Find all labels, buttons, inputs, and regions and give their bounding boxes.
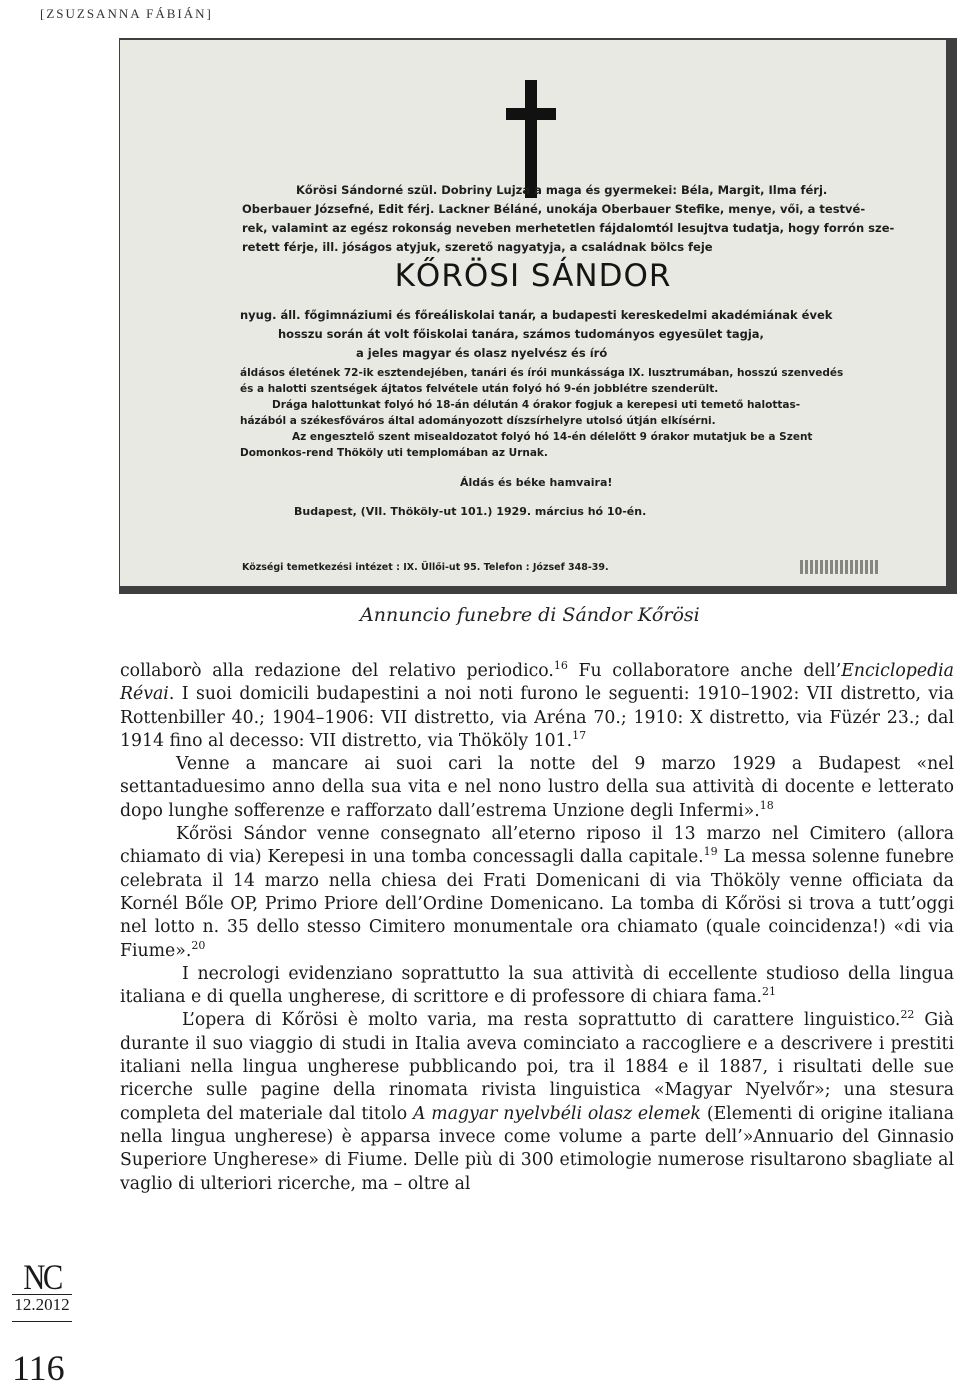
figure-caption: Annuncio funebre di Sándor Kőrösi (360, 604, 700, 626)
footnote-ref: 17 (572, 728, 587, 742)
notice-line: hosszu során át volt főiskolai tanára, számos tudományos egyesület tagja, (278, 327, 764, 341)
notice-line: házából a székesfőváros által adományozott díszsírhelyre utolsó útján elkísérni. (240, 415, 716, 427)
paragraph: Kőrösi Sándor venne consegnato all’eterno riposo il 13 marzo nel Cimitero (allora chiamato di via) Kerepesi in una tomba concessagli dalla capitale.$^{19}$ La messa solenne funebre celebrata il 14 marzo nella chiesa dei Frati Domenicani di via Thököly venne officiata da Kornél Bőle OP, Primo Priore dell’Ordine Domenicano. La tomba di Kőrösi si trova a tutt’oggi nel lotto n. 35 dello stesso Cimitero monumentale ora chiamato (quale coincidenza!) «di via Fiume».$^{20}$ (120, 824, 954, 961)
footnote-ref: 16 (553, 659, 568, 672)
page-number: 116 (12, 1348, 65, 1388)
deceased-name: KŐRÖSI SÁNDOR (394, 258, 672, 294)
blessing: Áldás és béke hamvaira! (460, 476, 613, 489)
notice-line: és a halotti szentségek ájtatos felvétele után folyó hó 9-én jobblétre szenderült. (240, 383, 719, 395)
notice-line: Oberbauer Józsefné, Edit férj. Lackner Béláné, unokája Oberbauer Stefike, menye, vői, a testvé- (242, 202, 866, 216)
printer-mark (800, 560, 880, 574)
body-text (120, 660, 954, 1196)
cross-icon (506, 80, 556, 198)
footnote-ref: 22 (900, 1008, 915, 1022)
paragraph: Venne a mancare ai suoi cari la notte del 9 marzo 1929 a Budapest «nel settantaduesimo anno della sua vita e nel nono lustro della sua attività di docente e letterato dopo lunghe sofferenze e rafforzato dall’estrema Unzione degli Infermi».$^{18}$ (120, 754, 954, 821)
notice-line: Domonkos-rend Thököly uti templomában az Urnak. (240, 447, 548, 459)
funeral-notice (120, 40, 946, 586)
notice-line: retett férje, ill. jóságos atyjuk, szerető nagyatyja, a családnak bölcs feje (242, 240, 713, 254)
footnote-ref: 20 (191, 938, 206, 952)
notice-line: rek, valamint az egész rokonság neveben merhetetlen fájdalomtól lesujtva tudatja, hogy forrón sze- (242, 221, 895, 235)
paragraph: L’opera di Kőrösi è molto varia, ma resta soprattutto di carattere linguistico.$^{22}$ Già durante il suo viaggio di studi in Italia aveva cominciato a raccogliere e a descrivere i prestiti italiani nella lingua ungherese pubblicando poi, tra il 1884 e il 1887, i risultati delle sue ricerche sulle pagine della rinomata rivista linguistica «Magyar Nyelvőr»; una stesura completa del materiale dal titolo A magyar nyelvbéli olasz elemek (Elementi di origine italiana nella lingua ungherese) è apparsa invece come volume a parte dell’»Annuario del Ginnasio Superiore Ungherese» di Fiume. Delle più di 300 etimologie numerose risultarono sbagliate al vaglio di ulteriori ricerche, ma – oltre al (120, 1008, 954, 1194)
notice-line: Kőrösi Sándorné szül. Dobriny Lujza a maga és gyermekei: Béla, Margit, Ilma férj. (296, 183, 828, 197)
footnote-ref: 21 (762, 985, 777, 999)
notice-line: nyug. áll. főgimnáziumi és főreáliskolai tanár, a budapesti kereskedelmi akadémiának évek (240, 308, 833, 322)
notice-line: Drága halottunkat folyó hó 18-án délután 4 órakor fogjuk a kerepesi uti temető halottas- (272, 399, 801, 411)
notice-line: áldásos életének 72-ik esztendejében, tanári és írói munkássága IX. lusztrumában, hosszú szenvedés (240, 367, 844, 379)
running-head: [ZSUZSANNA FÁBIÁN] (40, 6, 213, 21)
journal-mark: NC (23, 1257, 61, 1297)
journal-issue: 12.2012 (12, 1294, 72, 1315)
footnote-ref: 18 (759, 798, 774, 812)
notice-footer: Községi temetkezési intézet : IX. Üllői-ut 95. Telefon : József 348-39. (242, 562, 609, 573)
journal-logo (12, 1257, 72, 1322)
notice-line: Az engesztelő szent misealdozatot folyó hó 14-én délelőtt 9 órakor mutatjuk be a Szent (292, 431, 813, 443)
paragraph: I necrologi evidenziano soprattutto la sua attività di eccellente studioso della lingua italiana e di quella ungherese, di scrittore e di professore di chiara fama.$^{21}$ (120, 963, 954, 1008)
notice-line: a jeles magyar és olasz nyelvész és író (356, 346, 608, 360)
paragraph: collaborò alla redazione del relativo periodico.$^{16}$ Fu collaboratore anche dell’Enciclopedia Révai. I suoi domicili budapestini a noi noti furono le seguenti: 1910–1902: VII distretto, via Rottenbiller 40.; 1904–1906: VII distretto, via Aréna 70.; 1910: X distretto, via Füzér 23.; dal 1914 fino al decesso: VII distretto, via Thököly 101.17 (120, 659, 954, 751)
footnote-ref: 19 (703, 845, 718, 859)
place-date: Budapest, (VII. Thököly-ut 101.) 1929. március hó 10-én. (294, 505, 647, 518)
